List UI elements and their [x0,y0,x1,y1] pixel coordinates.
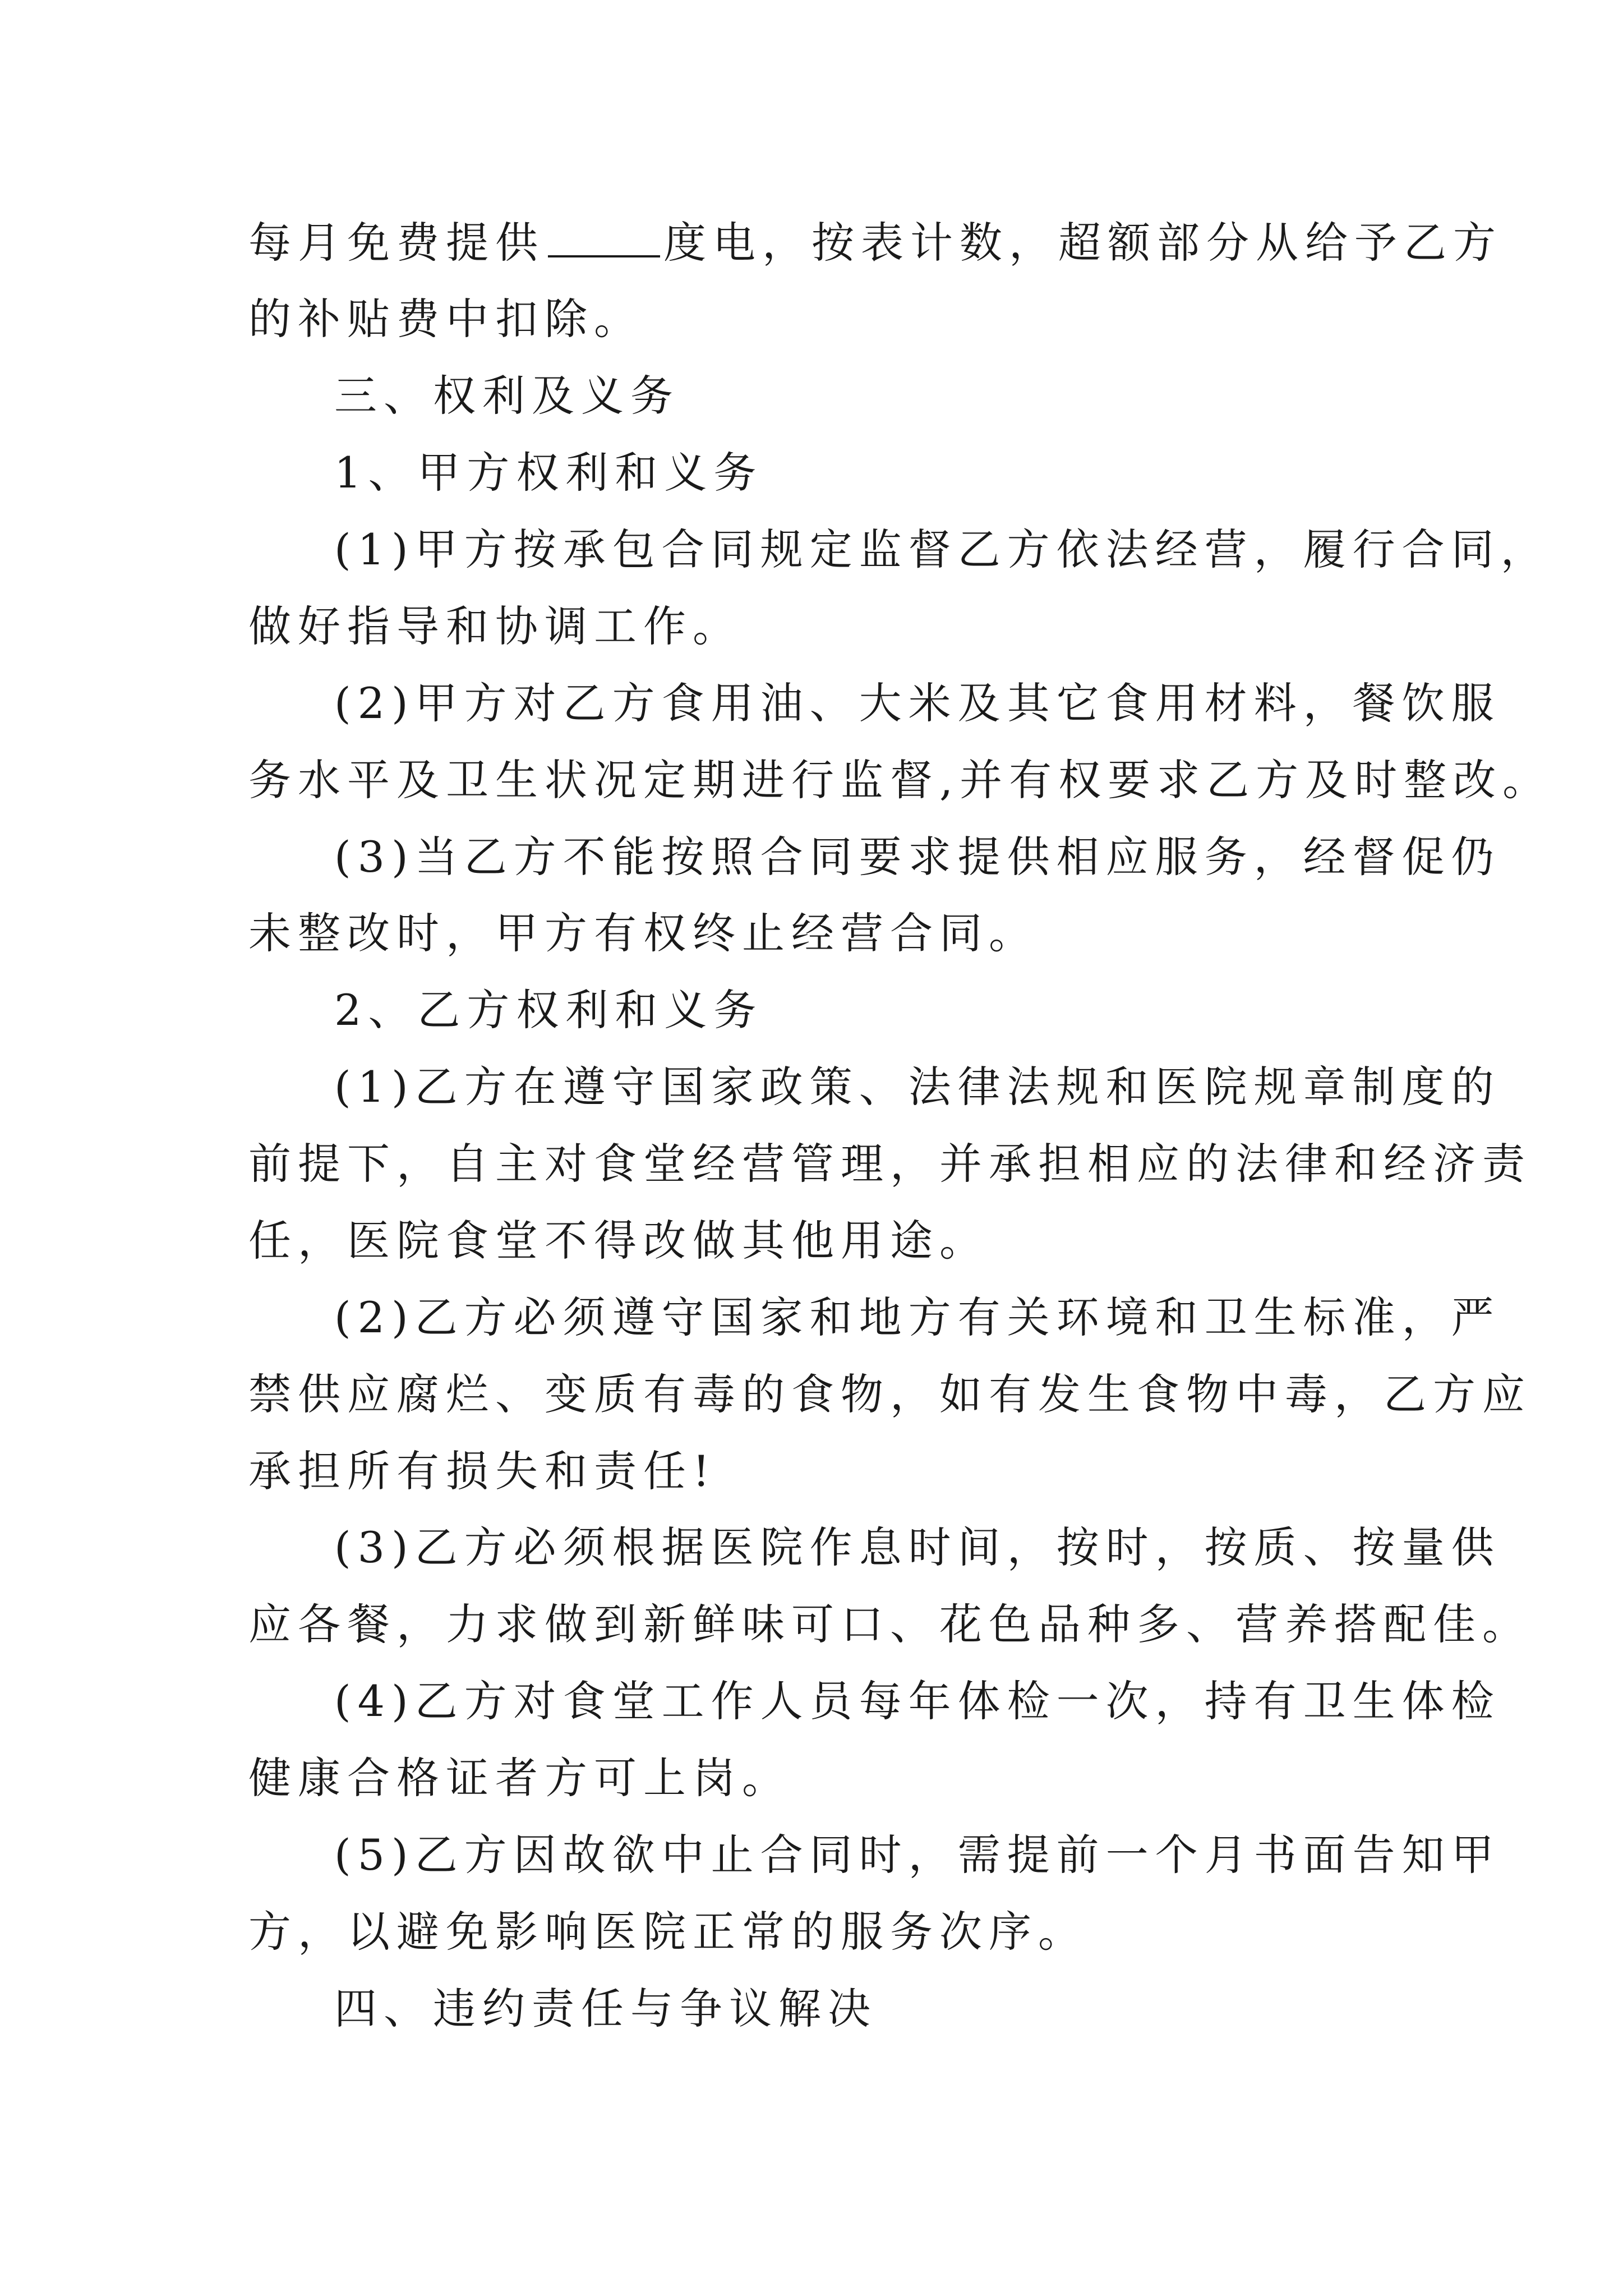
paragraph-line: (3)当乙方不能按照合同要求提供相应服务，经督促仍 [334,832,1501,882]
paragraph-line: 务水平及卫生状况定期进行监督,并有权要求乙方及时整改。 [248,755,1552,805]
paragraph-line: 方，以避免影响医院正常的服务次序。 [248,1907,1087,1957]
paragraph-line: (5)乙方因故欲中止合同时，需提前一个月书面告知甲 [334,1830,1501,1880]
paragraph-line: (4)乙方对食堂工作人员每年体检一次，持有卫生体检 [334,1676,1501,1726]
subsection-heading: 2、乙方权利和义务 [334,985,763,1035]
text-segment: 每月免费提供 [248,218,545,268]
paragraph-line: 做好指导和协调工作。 [248,601,742,651]
subsection-heading: 1、甲方权利和义务 [334,448,763,498]
paragraph-line: (1)乙方在遵守国家政策、法律法规和医院规章制度的 [334,1062,1501,1112]
paragraph-line: (3)乙方必须根据医院作息时间，按时，按质、按量供 [334,1522,1501,1572]
paragraph-line: 任，医院食堂不得改做其他用途。 [248,1216,989,1266]
section-heading: 四、违约责任与争议解决 [334,1984,877,2033]
text-segment: 度电，按表计数，超额部分从给予乙方 [663,218,1502,268]
paragraph-line: 禁供应腐烂、变质有毒的食物，如有发生食物中毒，乙方应 [248,1369,1532,1419]
paragraph-line: (2)乙方必须遵守国家和地方有关环境和卫生标准，严 [334,1292,1501,1342]
paragraph-line: (1)甲方按承包合同规定监督乙方依法经营，履行合同， [334,524,1550,574]
paragraph-line: 未整改时，甲方有权终止经营合同。 [248,908,1038,958]
paragraph-line: 承担所有损失和责任! [248,1446,717,1496]
paragraph-line: 应各餐，力求做到新鲜味可口、花色品种多、营养搭配佳。 [248,1599,1532,1649]
paragraph-line: 前提下，自主对食堂经营管理，并承担相应的法律和经济责 [248,1139,1532,1189]
section-heading: 三、权利及义务 [334,371,680,421]
paragraph-line: (2)甲方对乙方食用油、大米及其它食用材料，餐饮服 [334,678,1501,728]
paragraph-line: 的补贴费中扣除。 [248,294,643,344]
paragraph-line: 健康合格证者方可上岗。 [248,1753,791,1803]
paragraph-line [248,216,1502,270]
fill-in-blank [548,222,660,257]
